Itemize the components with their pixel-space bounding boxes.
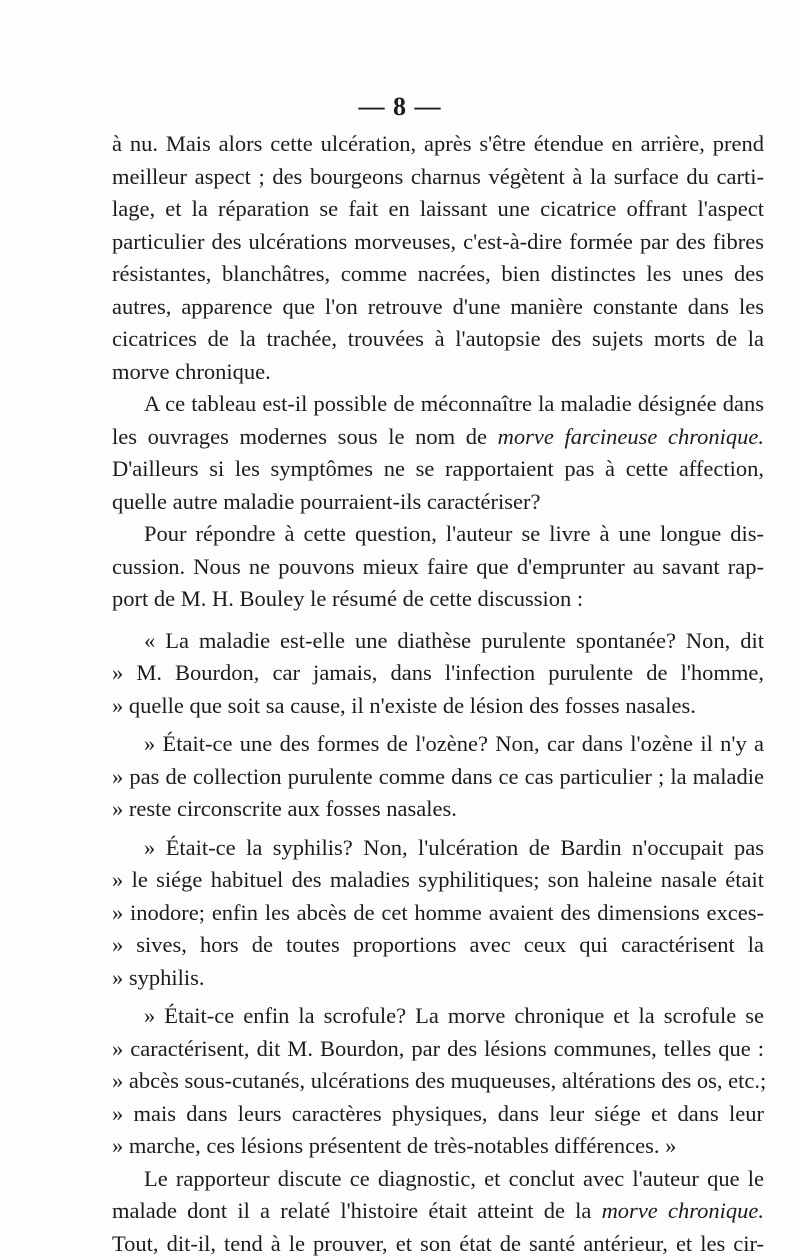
text-line: à nu. Mais alors cette ulcération, après s'être étendue en arrière, prend xyxy=(112,128,764,161)
quote-line: » reste circonscrite aux fosses nasales. xyxy=(112,793,764,826)
quote-line: » Était-ce enfin la scrofule? La morve chronique et la scrofule se xyxy=(112,1000,764,1033)
text-line: meilleur aspect ; des bourgeons charnus végètent à la surface du carti- xyxy=(112,161,764,194)
quote-line: » quelle que soit sa cause, il n'existe de lésion des fosses nasales. xyxy=(112,690,764,723)
text-line: D'ailleurs si les symptômes ne se rapportaient pas à cette affection, xyxy=(112,453,764,486)
quote-line: » inodore; enfin les abcès de cet homme avaient des dimensions exces- xyxy=(112,897,764,930)
quote-line: » sives, hors de toutes proportions avec ceux qui caractérisent la xyxy=(112,929,764,962)
quote-line: » syphilis. xyxy=(112,962,764,995)
quote-line: » pas de collection purulente comme dans ce cas particulier ; la maladie xyxy=(112,761,764,794)
quote-line: » mais dans leurs caractères physiques, dans leur siége et dans leur xyxy=(112,1098,764,1131)
quote-line: » Était-ce la syphilis? Non, l'ulcération de Bardin n'occupait pas xyxy=(112,832,764,865)
text-line: cicatrices de la trachée, trouvées à l'autopsie des sujets morts de la xyxy=(112,323,764,356)
text-line: quelle autre maladie pourraient-ils caractériser? xyxy=(112,486,764,519)
text-line: Le rapporteur discute ce diagnostic, et conclut avec l'auteur que le xyxy=(112,1163,764,1196)
italic-term: morve farcineuse chronique. xyxy=(498,424,764,449)
text-line: particulier des ulcérations morveuses, c'est-à-dire formée par des fibres xyxy=(112,226,764,259)
quote-line: » marche, ces lésions présentent de très-notables différences. » xyxy=(112,1130,764,1163)
text-segment: les ouvrages modernes sous le nom de xyxy=(112,424,487,449)
text-segment: malade dont il a relaté l'histoire était atteint de la xyxy=(112,1198,591,1223)
quote-line: » le siége habituel des maladies syphilitiques; son haleine nasale était xyxy=(112,864,764,897)
quote-line: » Était-ce une des formes de l'ozène? Non, car dans l'ozène il n'y a xyxy=(112,728,764,761)
text-line: lage, et la réparation se fait en laissant une cicatrice offrant l'aspect xyxy=(112,193,764,226)
page-number: — 8 — xyxy=(0,92,800,122)
quote-line: » caractérisent, dit M. Bourdon, par des lésions communes, telles que : xyxy=(112,1033,764,1066)
text-line: port de M. H. Bouley le résumé de cette discussion : xyxy=(112,583,764,616)
text-line: morve chronique. xyxy=(112,356,764,389)
text-line-with-italic xyxy=(112,1195,764,1228)
quote-line: » M. Bourdon, car jamais, dans l'infection purulente de l'homme, xyxy=(112,657,764,690)
text-line: cussion. Nous ne pouvons mieux faire que d'emprunter au savant rap- xyxy=(112,551,764,584)
text-line: autres, apparence que l'on retrouve d'une manière constante dans les xyxy=(112,291,764,324)
text-line: A ce tableau est-il possible de méconnaître la maladie désignée dans xyxy=(112,388,764,421)
text-line: résistantes, blanchâtres, comme nacrées, bien distinctes les unes des xyxy=(112,258,764,291)
text-line: Pour répondre à cette question, l'auteur se livre à une longue dis- xyxy=(112,518,764,551)
text-line: Tout, dit-il, tend à le prouver, et son état de santé antérieur, et les cir- xyxy=(112,1228,764,1260)
body-text xyxy=(112,128,764,1260)
italic-term: morve chronique. xyxy=(602,1198,764,1223)
quote-line: » abcès sous-cutanés, ulcérations des muqueuses, altérations des os, etc.; xyxy=(112,1065,764,1098)
text-line-with-italic xyxy=(112,421,764,454)
quote-line: « La maladie est-elle une diathèse purulente spontanée? Non, dit xyxy=(112,625,764,658)
